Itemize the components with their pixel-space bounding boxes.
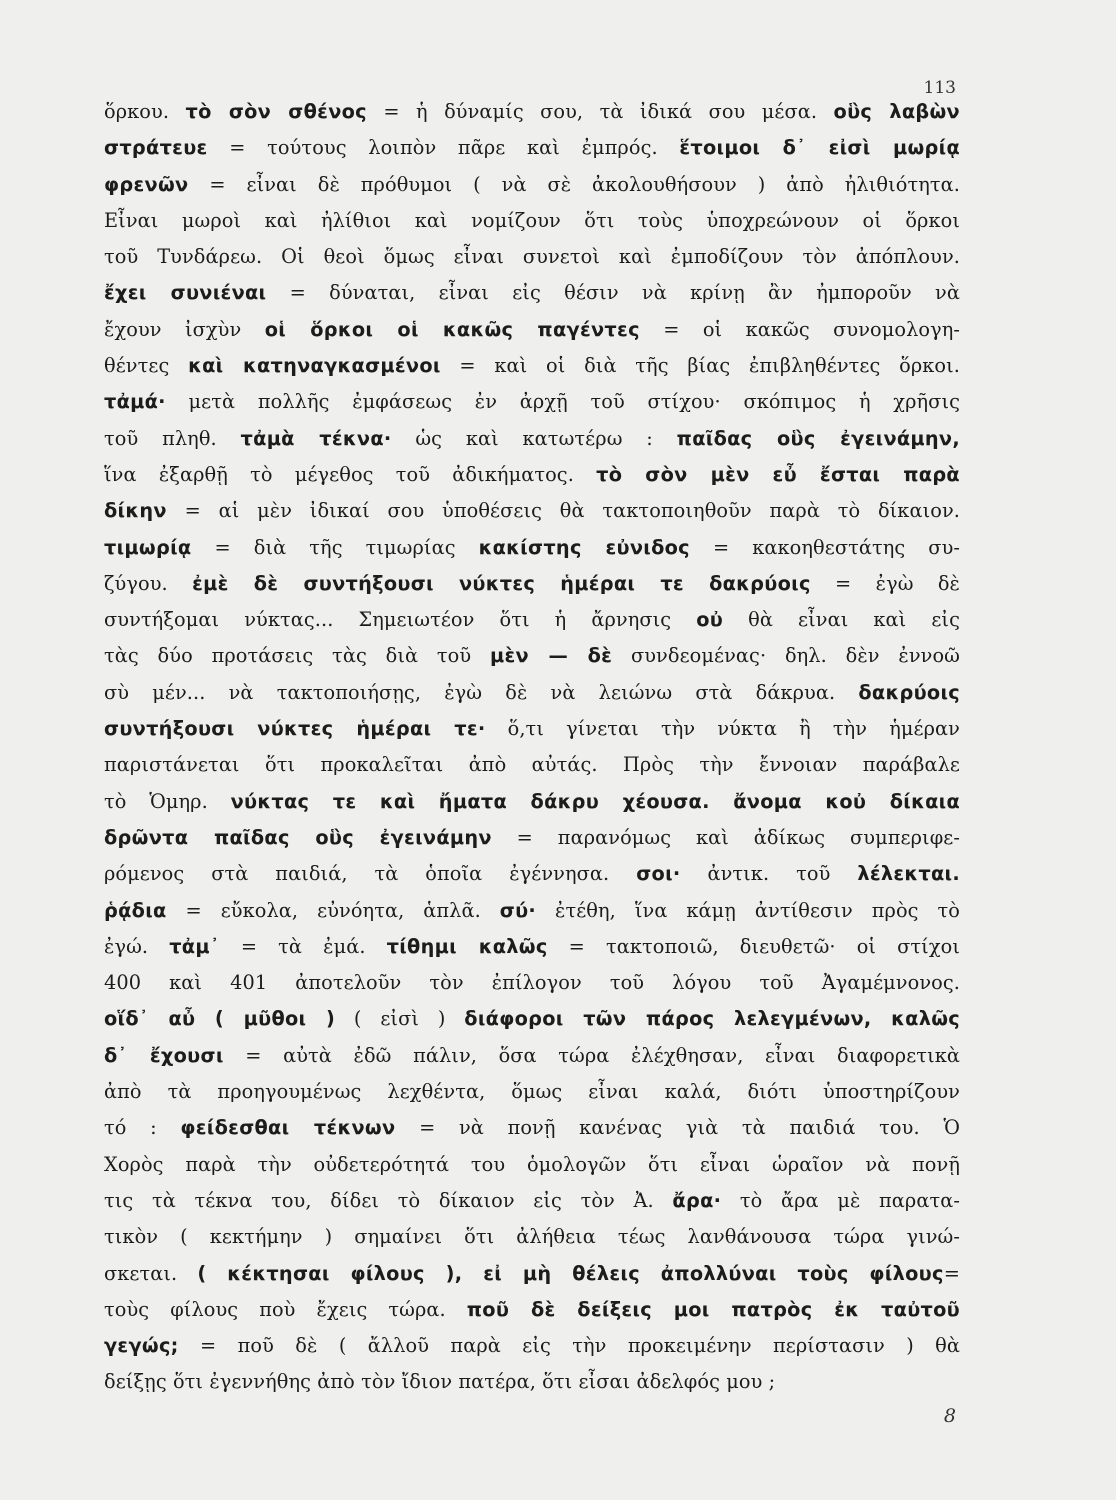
text-line — [104, 566, 960, 602]
commentary-text: ( εἰσὶ ) — [335, 1007, 465, 1031]
commentary-text: συνδεομένας· δηλ. δὲν ἐννοῶ — [612, 644, 961, 668]
text-line — [104, 1183, 960, 1219]
bold-lemma: λέλεκται. — [857, 862, 960, 886]
commentary-text: σὺ μέν... νὰ τακτοποιήσῃς, ἐγὼ δὲ νὰ λειώνω στὰ δάκρυα. — [104, 680, 859, 704]
bold-lemma: κακίστης εὐνιδος — [478, 535, 690, 559]
commentary-text: ἐτέθη, ἵνα κάμῃ ἀντίθεσιν πρὸς τὸ — [536, 898, 960, 922]
bold-lemma: τἀμ᾽ — [169, 934, 220, 958]
text-line — [104, 929, 960, 965]
bold-lemma: σύ· — [499, 898, 537, 922]
commentary-text: ἀντικ. τοῦ — [680, 862, 858, 886]
text-line — [104, 493, 960, 529]
commentary-text: τις τὰ τέκνα του, δίδει τὸ δίκαιον εἰς τὸν Ἀ. — [104, 1188, 673, 1212]
commentary-text: ζύγου. — [104, 571, 193, 595]
commentary-text: = αἱ μὲν ἰδικαί σου ὑποθέσεις θὰ τακτοποιηθοῦν παρὰ τὸ δίκαιον. — [166, 499, 960, 523]
text-line — [104, 312, 960, 348]
bold-lemma: στράτευε — [104, 136, 208, 160]
commentary-text: θέντες — [104, 354, 189, 378]
commentary-text: = τούτους λοιπὸν πᾶρε καὶ ἐμπρός. — [207, 136, 680, 160]
bold-lemma: ῥᾴδια — [104, 898, 167, 922]
text-line — [104, 1038, 960, 1074]
commentary-text: = ἐγὼ δὲ — [810, 571, 961, 595]
bold-lemma: οἵδ᾽ αὖ ( μῦθοι ) — [104, 1007, 336, 1031]
commentary-text: ἐγώ. — [104, 934, 170, 958]
text-line — [104, 275, 960, 311]
commentary-text: = καὶ οἱ διὰ τῆς βίας ἐπιβληθέντες ὅρκοι. — [440, 354, 961, 378]
bold-lemma: μὲν — δὲ — [489, 644, 613, 668]
text-line — [104, 893, 960, 929]
bold-lemma: συντήξουσι νύκτες ἡμέραι τε· — [104, 717, 486, 741]
commentary-text: = εὔκολα, εὐνόητα, ἁπλᾶ. — [166, 898, 500, 922]
text-line — [104, 130, 960, 166]
text-line — [104, 1328, 960, 1364]
commentary-text: δείξῃς ὅτι ἐγεννήθης ἀπὸ τὸν ἴδιον πατέρα, ὅτι εἶσαι ἀδελφός μου ; — [104, 1370, 776, 1394]
commentary-text: = ποῦ δὲ ( ἄλλοῦ παρὰ εἰς τὴν προκειμένην περίστασιν ) θὰ — [178, 1334, 960, 1358]
commentary-text: τὸ ἄρα μὲ παρατα- — [721, 1188, 960, 1212]
commentary-text: τοῦ πληθ. — [104, 426, 241, 450]
bold-lemma: οὐ — [696, 608, 724, 632]
bold-lemma: ἕτοιμοι δ᾽ εἰσὶ μωρίᾳ — [679, 136, 960, 160]
text-line — [104, 384, 960, 420]
text-line — [104, 965, 960, 1001]
commentary-text: ὅρκου. — [104, 100, 186, 123]
commentary-text: παριστάνεται ὅτι προκαλεῖται ἀπὸ αὐτάς. Πρὸς τὴν ἔννοιαν παράβαλε — [104, 753, 960, 777]
commentary-text: = τὰ ἐμά. — [219, 934, 387, 958]
bold-lemma: ἄρα· — [672, 1188, 722, 1212]
bold-lemma: τίθημι καλῶς — [386, 934, 548, 958]
commentary-text: θὰ εἶναι καὶ εἰς — [723, 608, 960, 632]
page-body-text — [104, 94, 960, 1401]
commentary-text: 400 καὶ 401 ἀποτελοῦν τὸν ἐπίλογον τοῦ λόγου τοῦ Ἀγαμέμνονος. — [104, 971, 960, 995]
commentary-text: μετὰ πολλῆς ἐμφάσεως ἐν ἀρχῇ τοῦ στίχου· σκόπιμος ἡ χρῆσις — [165, 390, 960, 414]
commentary-text: = εἶναι δὲ πρόθυμοι ( νὰ σὲ ἀκολουθήσουν ) ἀπὸ ἠλιθιότητα. — [188, 172, 960, 196]
commentary-text: = οἱ κακῶς συνομολογη- — [639, 317, 960, 341]
text-line — [104, 711, 960, 747]
bold-lemma: τἀμὰ τέκνα· — [240, 426, 392, 450]
bold-lemma: ποῦ δὲ δείξεις μοι πατρὸς ἐκ ταὐτοῦ — [466, 1297, 960, 1321]
bold-lemma: φείδεσθαι τέκνων — [180, 1116, 396, 1140]
bold-lemma: σοι· — [636, 862, 681, 886]
commentary-text: = παρανόμως καὶ ἀδίκως συμπεριφε- — [491, 825, 960, 849]
commentary-text: τὰς δύο προτάσεις τὰς διὰ τοῦ — [104, 644, 490, 668]
commentary-text: τοῦ Τυνδάρεω. Οἱ θεοὶ ὅμως εἶναι συνετοὶ καὶ ἐμποδίζουν τὸν ἀπόπλουν. — [104, 245, 960, 269]
commentary-text: = τακτοποιῶ, διευθετῶ· οἱ στίχοι — [547, 934, 960, 958]
commentary-text: τοὺς φίλους ποὺ ἔχεις τώρα. — [104, 1297, 467, 1321]
text-line — [104, 239, 960, 275]
bold-lemma: δρῶντα παῖδας οὓς ἐγεινάμην — [104, 825, 492, 849]
bold-lemma: παῖδας οὓς ἐγεινάμην, — [676, 426, 960, 450]
bold-lemma: τιμωρίᾳ — [104, 535, 192, 559]
text-line — [104, 1074, 960, 1110]
commentary-text: Εἶναι μωροὶ καὶ ἠλίθιοι καὶ νομίζουν ὅτι τοὺς ὑποχρεώνουν οἱ ὅρκοι — [104, 208, 960, 232]
bold-lemma: οἱ ὅρκοι οἱ κακῶς παγέντες — [264, 317, 640, 341]
commentary-text: = διὰ τῆς τιμωρίας — [191, 535, 479, 559]
commentary-text: τό : — [104, 1116, 181, 1140]
text-line — [104, 1219, 960, 1255]
text-line — [104, 602, 960, 638]
commentary-text: = αὐτὰ ἐδῶ πάλιν, ὅσα τώρα ἐλέχθησαν, εἶναι διαφορετικὰ — [223, 1043, 961, 1067]
text-line — [104, 1110, 960, 1146]
bold-lemma: ἐμὲ δὲ συντήξουσι νύκτες ἡμέραι τε δακρύοις — [192, 571, 811, 595]
text-line — [104, 348, 960, 384]
commentary-text: = δύναται, εἶναι εἰς θέσιν νὰ κρίνῃ ἂν ἠμποροῦν νὰ — [266, 281, 960, 305]
bold-lemma: δ᾽ ἔχουσι — [104, 1043, 224, 1067]
bold-lemma: ἔχει συνιέναι — [104, 281, 267, 305]
text-line — [104, 1001, 960, 1037]
commentary-text: = ἡ δύναμίς σου, τὰ ἰδικά σου μέσα. — [366, 100, 834, 123]
text-line — [104, 167, 960, 203]
commentary-text: = κακοηθεστάτης συ- — [689, 535, 961, 559]
bold-lemma: διάφοροι τῶν πάρος λελεγμένων, καλῶς — [464, 1007, 960, 1031]
text-line — [104, 530, 960, 566]
bold-lemma: καὶ κατηναγκασμένοι — [188, 354, 441, 378]
commentary-text: σκεται. — [104, 1261, 198, 1285]
bold-lemma: οὓς λαβὼν — [833, 100, 960, 123]
text-line — [104, 203, 960, 239]
text-line — [104, 457, 960, 493]
bold-lemma: τἀμά· — [104, 390, 166, 414]
text-line — [104, 421, 960, 457]
commentary-text: = — [943, 1261, 960, 1285]
text-line — [104, 820, 960, 856]
text-line — [104, 1147, 960, 1183]
bold-lemma: δακρύοις — [858, 680, 960, 704]
bold-lemma: νύκτας τε καὶ ἤματα δάκρυ χέουσα. ἄνομα κοὐ δίκαια — [230, 789, 960, 813]
text-line — [104, 784, 960, 820]
commentary-text: ἵνα ἐξαρθῇ τὸ μέγεθος τοῦ ἀδικήματος. — [104, 462, 597, 486]
bold-lemma: ( κέκτησαι φίλους ), εἰ μὴ θέλεις ἀπολλύναι τοὺς φίλους — [197, 1261, 944, 1285]
text-line — [104, 675, 960, 711]
page-number: 113 — [923, 78, 956, 98]
commentary-text: ἔχουν ἰσχὺν — [104, 317, 265, 341]
text-line — [104, 1292, 960, 1328]
bold-lemma: δίκην — [104, 499, 167, 523]
bold-lemma: τὸ σὸν σθένος — [185, 100, 367, 123]
text-line — [104, 856, 960, 892]
text-line — [104, 1364, 960, 1400]
commentary-text: ὅ,τι γίνεται τὴν νύκτα ἢ τὴν ἡμέραν — [485, 717, 960, 741]
bold-lemma: γεγώς; — [104, 1334, 179, 1358]
commentary-text: συντήξομαι νύκτας... Σημειωτέον ὅτι ἡ ἄρνησις — [104, 608, 697, 632]
text-line — [104, 1256, 960, 1292]
commentary-text: = νὰ πονῇ κανένας γιὰ τὰ παιδιά του. Ὁ — [395, 1116, 961, 1140]
text-line — [104, 638, 960, 674]
text-line — [104, 747, 960, 783]
commentary-text: Χορὸς παρὰ τὴν οὐδετερότητά του ὁμολογῶν ὅτι εἶναι ὡραῖον νὰ πονῇ — [104, 1152, 960, 1176]
commentary-text: τὸ Ὁμηρ. — [104, 789, 231, 813]
commentary-text: ρόμενος στὰ παιδιά, τὰ ὁποῖα ἐγέννησα. — [104, 862, 637, 886]
text-line — [104, 94, 960, 130]
bold-lemma: φρενῶν — [104, 172, 189, 196]
signature-mark: 8 — [943, 1405, 956, 1427]
commentary-text: ἀπὸ τὰ προηγουμένως λεχθέντα, ὅμως εἶναι καλά, διότι ὑποστηρίζουν — [104, 1080, 960, 1104]
commentary-text: τικὸν ( κεκτήμην ) σημαίνει ὅτι ἀλήθεια τέως λανθάνουσα τώρα γινώ- — [104, 1225, 960, 1249]
commentary-text: ὡς καὶ κατωτέρω : — [391, 426, 677, 450]
bold-lemma: τὸ σὸν μὲν εὖ ἔσται παρὰ — [596, 462, 960, 486]
